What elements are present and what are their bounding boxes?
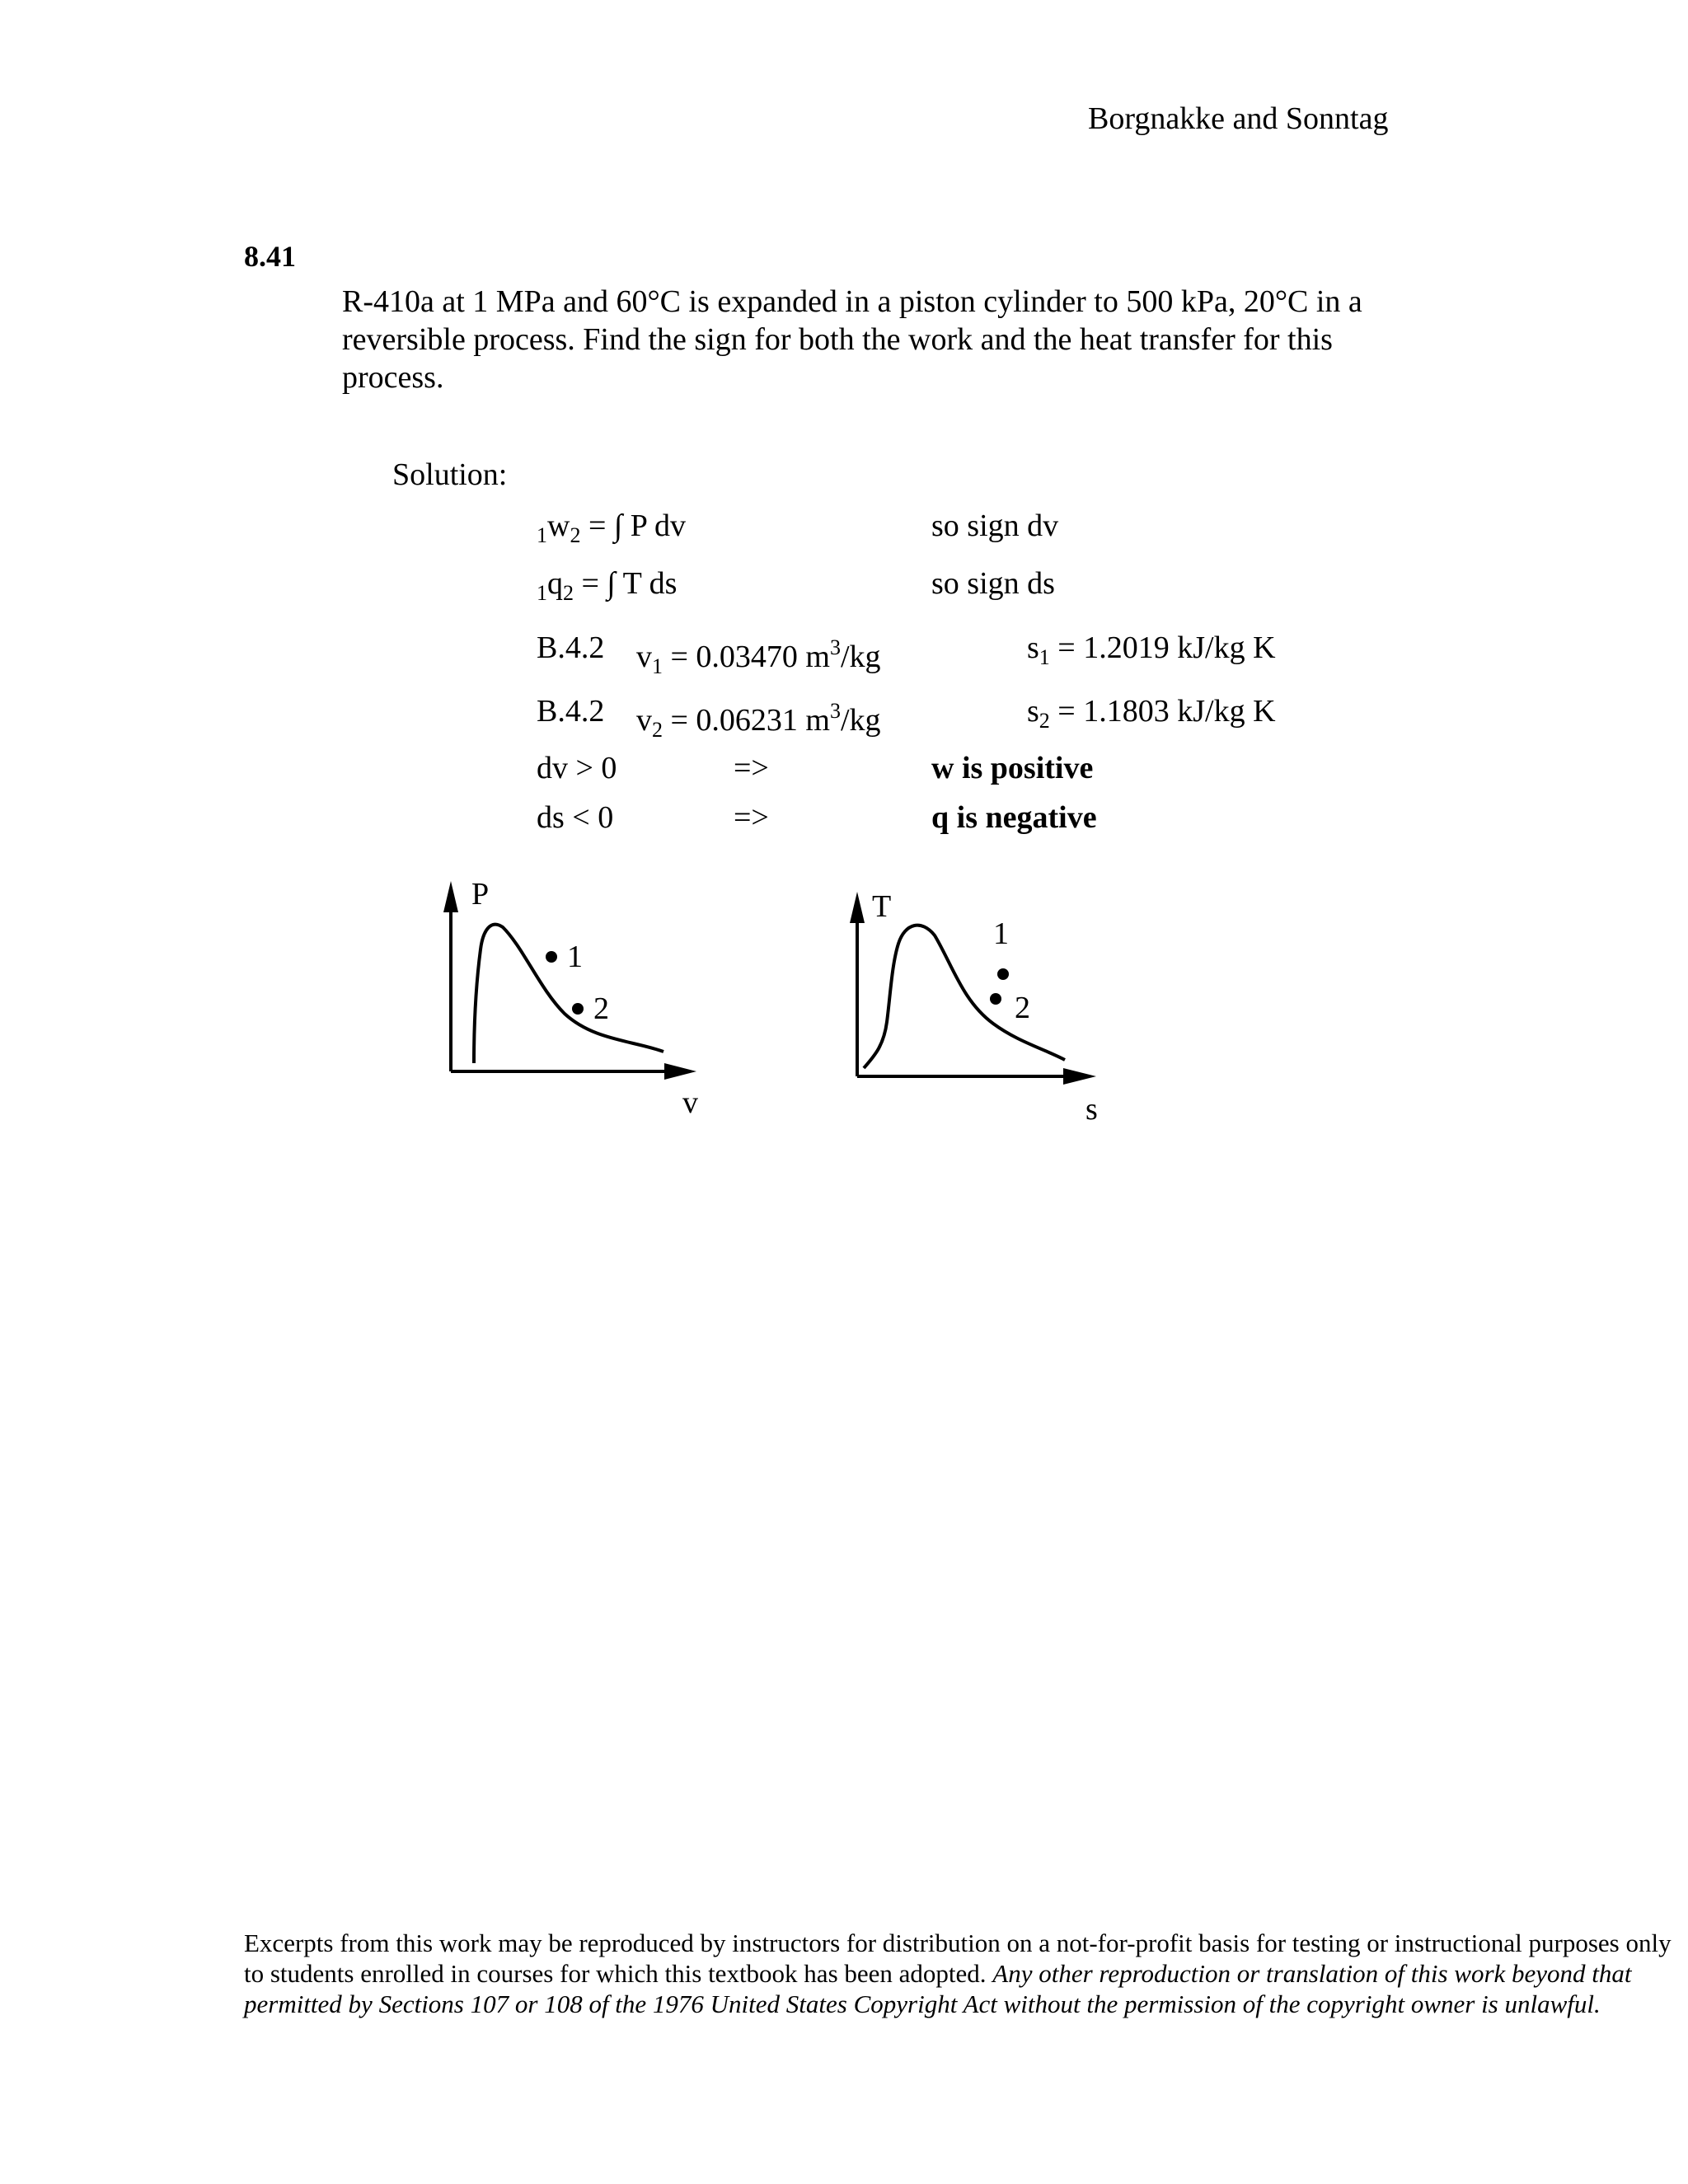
heat-integral — [537, 565, 677, 612]
pv-state2-point — [572, 1003, 584, 1015]
ts-state1-point — [997, 968, 1009, 980]
v-exponent: 3 — [830, 699, 841, 723]
pv-state1-point — [546, 951, 557, 963]
w-pre-subscript: 1 — [537, 523, 547, 547]
s-subscript: 1 — [1039, 645, 1050, 669]
s-symbol: s — [1027, 694, 1039, 729]
state2-table-ref: B.4.2 — [537, 694, 605, 729]
work-sign-result: w is positive — [931, 751, 1094, 785]
ts-y-axis-arrowhead — [850, 892, 865, 923]
state1-specific-volume — [636, 629, 881, 686]
statement-line: process. — [342, 360, 444, 395]
q-post-subscript: 2 — [563, 581, 574, 605]
v-subscript: 1 — [652, 654, 663, 678]
pv-state1-label: 1 — [567, 940, 583, 974]
ts-y-axis-label: T — [872, 889, 892, 924]
statement-line: reversible process. Find the sign for both the work and the heat transfer for this — [342, 322, 1333, 357]
s-symbol: s — [1027, 630, 1039, 665]
state2-specific-volume — [636, 692, 881, 749]
ts-state2-point — [990, 993, 1001, 1005]
v-subscript: 2 — [652, 718, 663, 742]
heat-sign-note: so sign ds — [931, 566, 1055, 601]
dv-implies-arrow: => — [734, 751, 769, 785]
v-unit: /kg — [841, 640, 881, 674]
q-symbol: q — [547, 566, 563, 601]
problem-number: 8.41 — [244, 240, 296, 273]
state2-entropy — [1027, 692, 1276, 740]
pv-state2-label: 2 — [593, 991, 609, 1026]
v-unit: /kg — [841, 703, 881, 738]
s-value: = 1.2019 kJ/kg K — [1049, 630, 1276, 665]
s-value: = 1.1803 kJ/kg K — [1049, 694, 1276, 729]
v-symbol: v — [636, 640, 652, 674]
copyright-plain-text: Excerpts from this work may be reproduced by instructors for distribution on a not-for-profit basis for testing or instructional purposes only to students enrolled in courses for which this textbook has been adopted. — [244, 1929, 1672, 1988]
work-integral — [537, 507, 686, 555]
w-symbol: w — [547, 509, 570, 543]
w-rhs: = ∫ P dv — [580, 509, 687, 543]
ds-implies-arrow: => — [734, 800, 769, 835]
solution-label: Solution: — [392, 457, 508, 492]
ts-x-axis-label: s — [1085, 1092, 1098, 1127]
work-sign-note: so sign dv — [931, 509, 1059, 543]
w-post-subscript: 2 — [570, 523, 581, 547]
ts-state1-label: 1 — [993, 916, 1009, 951]
v-value: = 0.03470 m — [663, 640, 830, 674]
statement-line: R-410a at 1 MPa and 60°C is expanded in a piston cylinder to 500 kPa, 20°C in a — [342, 284, 1362, 319]
dv-condition: dv > 0 — [537, 751, 617, 785]
q-rhs: = ∫ T ds — [574, 566, 678, 601]
state1-entropy — [1027, 629, 1276, 677]
v-exponent: 3 — [830, 635, 841, 659]
header-authors: Borgnakke and Sonntag — [1088, 101, 1389, 136]
q-pre-subscript: 1 — [537, 581, 547, 605]
pv-x-axis-arrowhead — [664, 1063, 696, 1080]
v-value: = 0.06231 m — [663, 703, 830, 738]
ts-saturation-dome — [864, 926, 1065, 1068]
s-subscript: 2 — [1039, 709, 1050, 733]
copyright-notice — [244, 1928, 1688, 2019]
pv-x-axis-label: v — [682, 1085, 698, 1120]
ts-state2-label: 2 — [1015, 991, 1030, 1025]
pv-y-axis-label: P — [471, 877, 490, 912]
heat-sign-result: q is negative — [931, 800, 1097, 835]
copyright-italic-text: Any other reproduction or translation of this work beyond that permitted by Sections 107 or 108 of the 1976 United States Copyright Act without the permission of the copyright owner is unlawful. — [244, 1959, 1632, 2018]
state1-table-ref: B.4.2 — [537, 630, 605, 665]
pv-diagram — [429, 865, 742, 1162]
ds-condition: ds < 0 — [537, 800, 614, 835]
ts-x-axis-arrowhead — [1063, 1068, 1096, 1085]
v-symbol: v — [636, 703, 652, 738]
ts-diagram — [832, 865, 1146, 1170]
pv-y-axis-arrowhead — [443, 881, 458, 912]
